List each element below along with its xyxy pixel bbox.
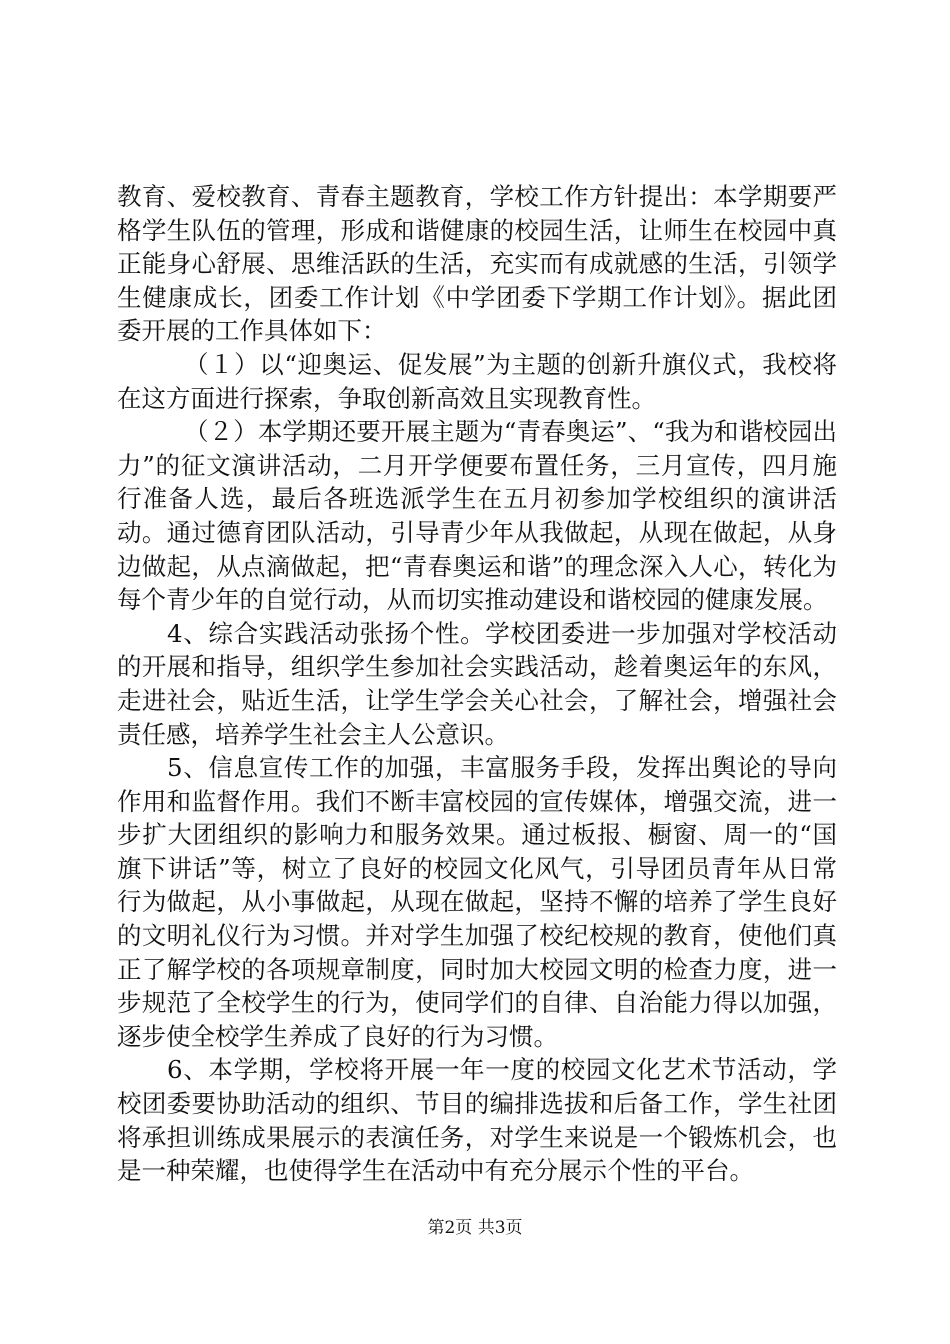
paragraph-item-2: （２）本学期还要开展主题为“青春奥运”、“我为和谐校园出力”的征文演讲活动，二月开学便要布置任务，三月宣传，四月施行准备人选，最后各班选派学生在五月初参加学校组织的演讲活动。通过德育团队活动，引导青少年从我做起，从现在做起，从身边做起，从点滴做起，把“青春奥运和谐”的理念深入人心，转化为每个青少年的自觉行动，从而切实推动建设和谐校园的健康发展。 [117,417,837,615]
document-body [117,180,837,1188]
paragraph-section-4: 4、综合实践活动张扬个性。学校团委进一步加强对学校活动的开展和指导，组织学生参加社会实践活动，趁着奥运年的东风，走进社会，贴近生活，让学生学会关心社会，了解社会，增强社会责任感，培养学生社会主人公意识。 [117,618,837,749]
paragraph-section-5: 5、信息宣传工作的加强，丰富服务手段，发挥出舆论的导向作用和监督作用。我们不断丰富校园的宣传媒体，增强交流，进一步扩大团组织的影响力和服务效果。通过板报、橱窗、周一的“国旗下讲话”等，树立了良好的校园文化风气，引导团员青年从日常行为做起，从小事做起，从现在做起，坚持不懈的培养了学生良好的文明礼仪行为习惯。并对学生加强了校纪校规的教育，使他们真正了解学校的各项规章制度，同时加大校园文明的检查力度，进一步规范了全校学生的行为，使同学们的自律、自治能力得以加强，逐步使全校学生养成了良好的行为习惯。 [117,753,837,1051]
paragraph-item-1: （１）以“迎奥运、促发展”为主题的创新升旗仪式，我校将在这方面进行探索，争取创新高效且实现教育性。 [117,349,837,413]
paragraph-section-6: 6、本学期，学校将开展一年一度的校园文化艺术节活动，学校团委要协助活动的组织、节目的编排选拔和后备工作，学生社团将承担训练成果展示的表演任务，对学生来说是一个锻炼机会，也是一种荣耀，也使得学生在活动中有充分展示个性的平台。 [117,1055,837,1186]
paragraph-intro: 教育、爱校教育、青春主题教育，学校工作方针提出：本学期要严格学生队伍的管理，形成和谐健康的校园生活，让师生在校园中真正能身心舒展、思维活跃的生活，充实而有成就感的生活，引领学生健康成长，团委工作计划《中学团委下学期工作计划》。据此团委开展的工作具体如下： [117,182,837,346]
page-number-footer: 第2页 共3页 [427,1218,523,1238]
